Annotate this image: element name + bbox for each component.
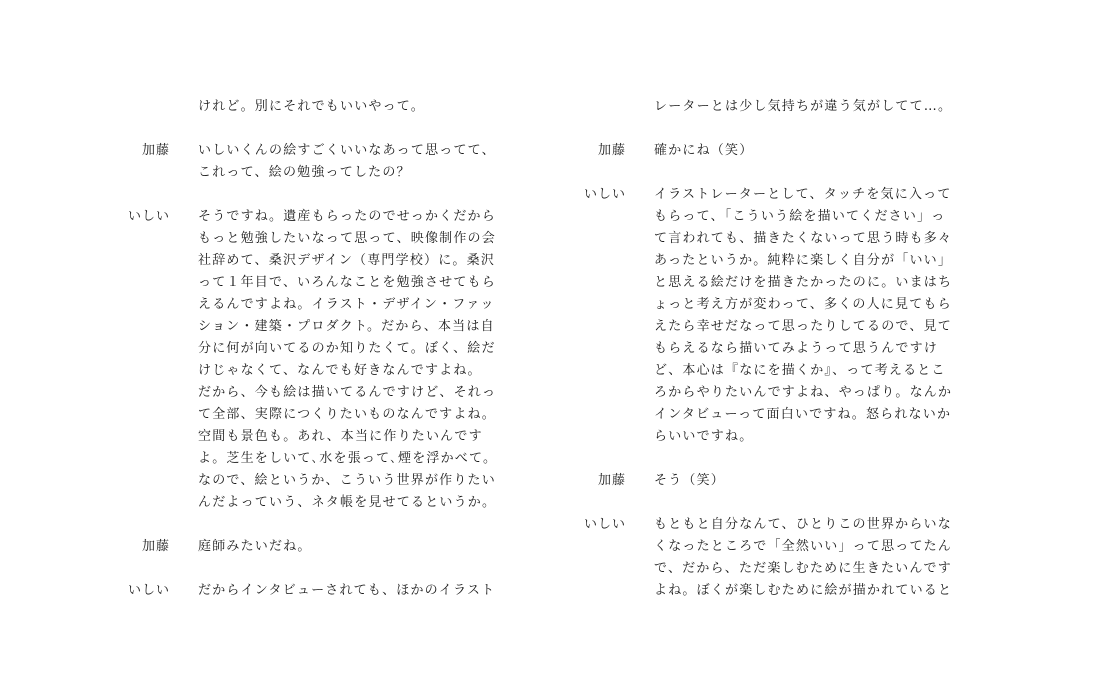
dialogue-entry (0, 580, 540, 602)
dialogue-text (198, 140, 540, 184)
text-line: らいいですね。 (654, 429, 754, 444)
text-line: えるんですよね。イラスト・デザイン・ファッ (198, 297, 495, 312)
dialogue-entry (0, 536, 540, 558)
text-line: もらえるなら描いてみようって思うんですけ (654, 341, 939, 356)
text-line: ょっと考え方が変わって、多くの人に見てもら (654, 297, 952, 312)
dialogue-entry (0, 96, 540, 118)
text-line: ろからやりたいんですよね、やっぱり。なんか (654, 385, 953, 400)
dialogue-entry (556, 470, 1096, 492)
dialogue-text (654, 184, 1096, 448)
text-line: 確かにね（笑） (654, 143, 754, 158)
dialogue-text (654, 96, 1096, 118)
text-line: あったというか。純粋に楽しく自分が「いい」 (654, 253, 953, 268)
text-line: って１年目で、いろんなことを勉強させてもら (198, 275, 496, 290)
dialogue-entry (0, 206, 540, 514)
dialogue-text (198, 206, 540, 514)
speaker-name: いしい (583, 517, 626, 532)
text-line: イラストレーターとして、タッチを気に入って (654, 187, 952, 202)
text-line: そうですね。遺産もらったのでせっかくだから (198, 209, 496, 224)
speaker-name: 加藤 (141, 143, 170, 158)
text-line: なので、絵というか、こういう世界が作りたい (198, 473, 496, 488)
speaker-name: いしい (583, 187, 626, 202)
dialogue-entry (556, 96, 1096, 118)
text-line: そう（笑） (654, 473, 726, 488)
text-line: と思える絵だけを描きたかったのに。いまはち (654, 275, 953, 290)
text-line: 分に何が向いてるのか知りたくて。ぼく、絵だ (198, 341, 496, 356)
text-line: けじゃなくて、なんでも好きなんですよね。 (198, 363, 482, 378)
dialogue-text (198, 580, 540, 602)
text-line: ション・建築・プロダクト。だから、本当は自 (198, 319, 495, 334)
speaker-name: 加藤 (597, 473, 626, 488)
speaker-name: いしい (127, 583, 170, 598)
dialogue-text (198, 96, 540, 118)
text-line: んだよっていう、ネタ帳を見せてるというか。 (198, 495, 497, 510)
right-column (556, 96, 1096, 624)
text-line: もともと自分なんて、ひとりこの世界からいな (654, 517, 952, 532)
dialogue-text (654, 514, 1096, 602)
dialogue-text (654, 470, 1096, 492)
left-column (0, 96, 540, 624)
text-line: よ。芝生をしいて､水を張って､煙を浮かべて。 (198, 451, 498, 466)
speaker-name: 加藤 (141, 539, 170, 554)
text-line: よね。ぼくが楽しむために絵が描かれていると (654, 583, 953, 598)
text-line: ど、本心は『なにを描くか』、って考えるとこ (654, 363, 946, 378)
dialogue-text (198, 536, 540, 558)
speaker-name: いしい (127, 209, 170, 224)
text-line: いしいくんの絵すごくいいなあって思ってて、 (198, 143, 496, 158)
text-line: えたら幸せだなって思ったりしてるので、見て (654, 319, 952, 334)
text-line: で、だから、ただ楽しむために生きたいんです (654, 561, 952, 576)
dialogue-entry (556, 514, 1096, 602)
speaker-name: 加藤 (597, 143, 626, 158)
text-line: インタビューって面白いですね。怒られないか (654, 407, 952, 422)
dialogue-entry (0, 140, 540, 184)
dialogue-entry (556, 140, 1096, 162)
text-line: 社辞めて、桑沢デザイン（専門学校）に。桑沢 (198, 253, 496, 268)
text-line: て言われても、描きたくないって思う時も多々 (654, 231, 953, 246)
text-line: けれど。別にそれでもいいやって。 (198, 99, 425, 114)
text-line: だから、今も絵は描いてるんですけど、それっ (198, 385, 497, 400)
text-line: もらって、「こういう絵を描いてください」っ (654, 209, 946, 224)
text-line: くなったところで「全然いい」って思ってたん (654, 539, 953, 554)
text-line: 庭師みたいだね。 (198, 539, 312, 554)
text-line: だからインタビューされても、ほかのイラスト (198, 583, 496, 598)
text-line: これって、絵の勉強ってしたの？ (198, 165, 411, 180)
text-line: て全部、実際につくりたいものなんですよね。 (198, 407, 496, 422)
text-line: レーターとは少し気持ちが違う気がしてて…。 (654, 99, 953, 114)
dialogue-text (654, 140, 1096, 162)
dialogue-entry (556, 184, 1096, 448)
text-line: もっと勉強したいなって思って、映像制作の会 (198, 231, 496, 246)
text-line: 空間も景色も。あれ、本当に作りたいんです (198, 429, 483, 444)
